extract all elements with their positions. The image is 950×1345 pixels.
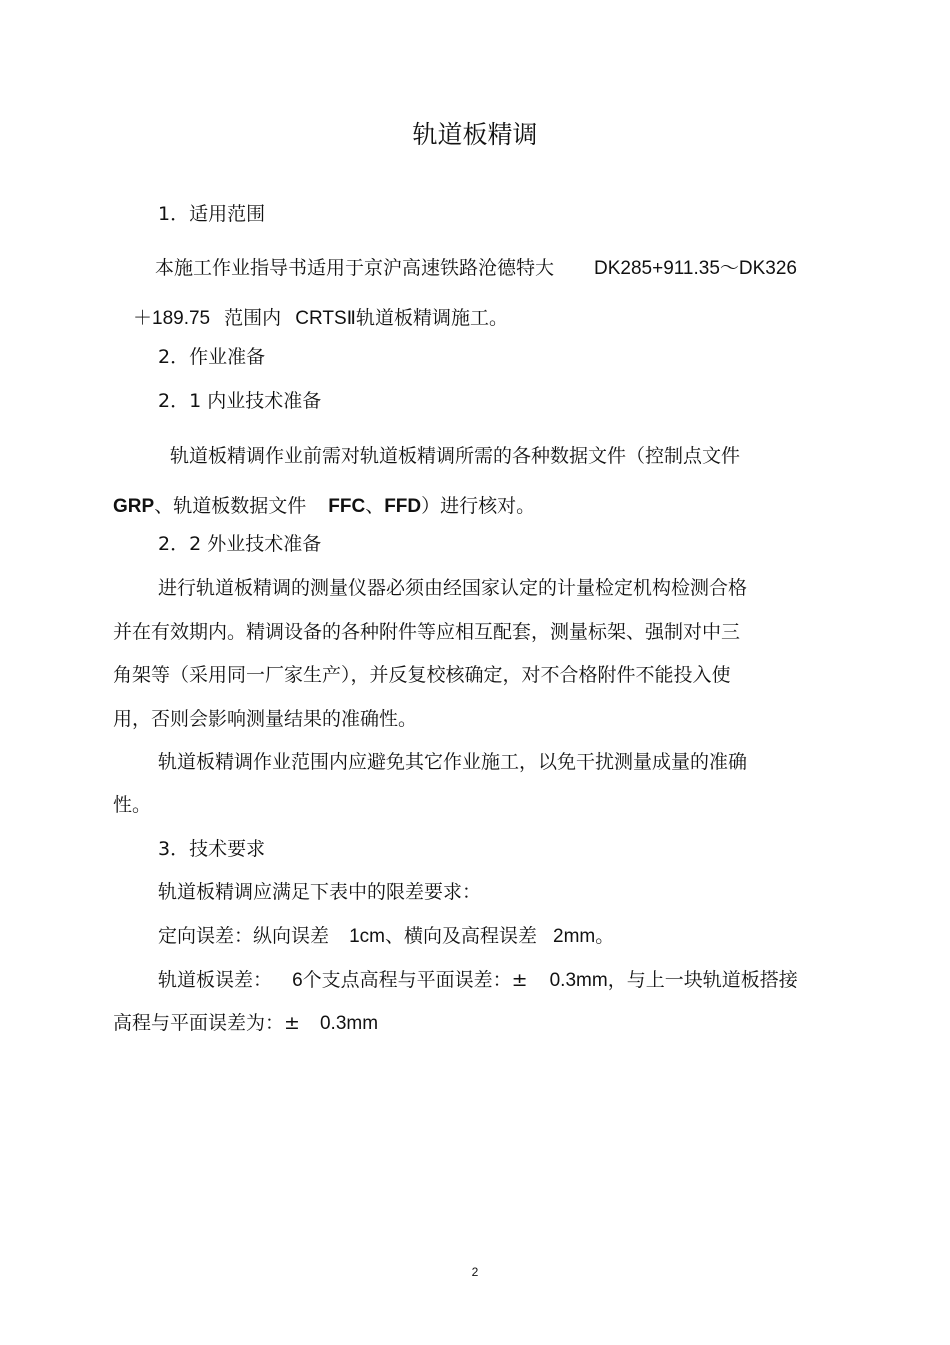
paragraph-orientation-error <box>158 923 614 950</box>
paragraph-external-line-2: 并在有效期内。精调设备的各种附件等应相互配套，测量标架、强制对中三 <box>113 621 741 643</box>
page-title: 轨道板精调 <box>412 120 538 149</box>
support-count: 6 <box>292 970 303 991</box>
paragraph-scope-line-2 <box>133 305 508 332</box>
internal-text-end: ）进行核对。 <box>421 495 536 517</box>
period: 。 <box>595 925 615 947</box>
paragraph-external-line-4: 用，否则会影响测量结果的准确性。 <box>113 708 418 730</box>
mileage-start: DK285+911.35～DK326 <box>594 258 798 279</box>
slab-error-text-3: ，与上一块轨道板搭接 <box>607 969 798 991</box>
scope-text: 本施工作业指导书适用于京沪高速铁路沧德特大 <box>155 257 555 279</box>
vertical-value: 2mm <box>553 926 596 947</box>
section-1-heading: 1．适用范围 <box>158 203 266 225</box>
paragraph-internal-line-2 <box>113 493 535 520</box>
paragraph-tolerance-intro: 轨道板精调应满足下表中的限差要求： <box>158 881 482 903</box>
overlap-error-value: 0.3mm <box>319 1013 379 1034</box>
paragraph-internal-line-1: 轨道板精调作业前需对轨道板精调所需的各种数据文件（控制点文件 <box>170 445 741 467</box>
slab-error-text-2: 个支点高程与平面误差：± <box>302 969 528 991</box>
scope-text-end: 轨道板精调施工。 <box>355 307 508 329</box>
paragraph-avoid-line-1: 轨道板精调作业范围内应避免其它作业施工，以免干扰测量成量的准确 <box>158 751 748 773</box>
section-2-2-heading: 2．2 外业技术准备 <box>158 533 322 555</box>
paragraph-avoid-line-2: 性。 <box>113 794 152 816</box>
separator: 、 <box>365 495 385 517</box>
paragraph-external-line-1: 进行轨道板精调的测量仪器必须由经国家认定的计量检定机构检测合格 <box>158 577 748 599</box>
internal-text: 、轨道板数据文件 <box>154 495 307 517</box>
overlap-error-text: 高程与平面误差为：± <box>113 1012 300 1034</box>
scope-text-range: 范围内 <box>224 307 282 329</box>
section-2-1-heading: 2．1 内业技术准备 <box>158 390 322 412</box>
slab-error-text: 轨道板误差： <box>158 969 273 991</box>
section-2-heading: 2．作业准备 <box>158 346 266 368</box>
orientation-text: 定向误差：纵向误差 <box>158 925 330 947</box>
ffd-label: FFD <box>384 496 422 517</box>
paragraph-slab-error-line-2 <box>113 1010 378 1037</box>
longitudinal-value: 1cm <box>349 926 385 947</box>
crts-label: CRTSⅡ <box>295 308 356 329</box>
paragraph-slab-error-line-1 <box>158 967 798 994</box>
paragraph-scope-line-1 <box>155 255 797 282</box>
grp-label: GRP <box>113 496 155 517</box>
paragraph-external-line-3: 角架等（采用同一厂家生产），并反复校核确定，对不合格附件不能投入使 <box>113 664 731 686</box>
page-number: 2 <box>471 1265 479 1279</box>
section-3-heading: 3．技术要求 <box>158 838 266 860</box>
orientation-text-2: 、横向及高程误差 <box>384 925 537 947</box>
slab-error-value: 0.3mm <box>549 970 608 991</box>
mileage-end: ＋189.75 <box>133 308 211 329</box>
ffc-label: FFC <box>328 496 366 517</box>
